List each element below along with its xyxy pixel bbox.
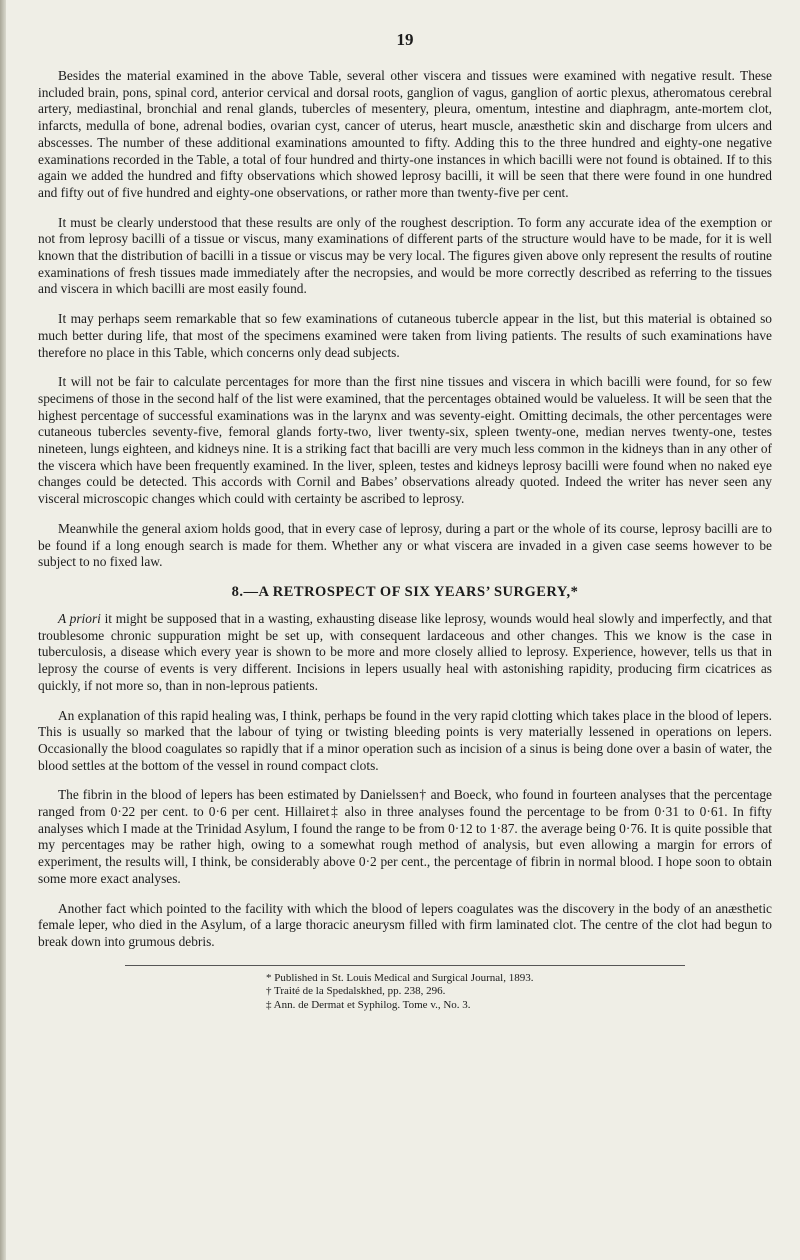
section-intro-paragraph <box>38 611 772 695</box>
book-page <box>38 30 772 1012</box>
section-intro-text: it might be supposed that in a wasting, exhausting disease like leprosy, wounds would heal slowly and imperfectly, and that troublesome chronic suppuration might be set up, with consequent lardaceous and other changes. This we know is the case in tuberculosis, a disease which every year is shown to be more and more closely allied to leprosy. Experience, however, tells us that in leprosy the course of events is very different. Incisions in lepers usually heal with astonishing rapidity, producing firm cicatrices as quickly, if not more so, than in non-leprous patients. <box>38 610 772 693</box>
footnote-divider <box>125 965 685 966</box>
a-priori-italic: A priori <box>58 610 101 626</box>
paragraph-3: It may perhaps seem remarkable that so few examinations of cutaneous tubercle appear in the list, but this material is obtained so much better during life, that most of the specimens examined were taken from living patients. The results of such examinations have therefore no place in this Table, which concerns only dead subjects. <box>38 311 772 360</box>
paragraph-4: It will not be fair to calculate percentages for more than the first nine tissues and viscera in which bacilli were found, for so few specimens of those in the second half of the list were examined, that the percentages obtained would be valueless. It will be seen that the highest percentage of successful examinations was in the larynx and was seventy-eight. Omitting decimals, the other percentages were cutaneous tubercles seventy-five, femoral glands forty-two, liver twenty-six, spleen twenty-one, median nerves twenty-one, testes nineteen, lungs eighteen, and kidneys nine. It is a striking fact that bacilli are very much less common in the kidneys than in any other of the viscera which have been frequently examined. In the liver, spleen, testes and kidneys leprosy bacilli were found when no naked eye changes could be detected. This accords with Cornil and Babes’ observations already quoted. Indeed the writer has never seen any visceral microscopic changes which could with certainty be ascribed to leprosy. <box>38 374 772 507</box>
footnote-2: † Traité de la Spedalskhed, pp. 238, 296. <box>266 985 446 998</box>
section-paragraph-2: An explanation of this rapid healing was, I think, perhaps be found in the very rapid clotting which takes place in the blood of lepers. This is usually so marked that the labour of tying or twisting bleeding points is very materially lessened in operations on lepers. Occasionally the blood coagulates so rapidly that if a minor operation such as incision of a sinus is being done over a basin of water, the blood settles at the bottom of the vessel in round compact clots. <box>38 707 772 773</box>
paragraph-2: It must be clearly understood that these results are only of the roughest description. To form any accurate idea of the exemption or not from leprosy bacilli of a tissue or viscus, many examinations of different parts of the structure would have to be made, for it is well known that the distribution of bacilli in a tissue or viscus may be very local. The figures given above only represent the results of routine examinations of fresh tissues made immediately after the necropsies, and would be more correctly described as referring to the tissues and viscera in which bacilli are most easily found. <box>38 214 772 297</box>
section-heading: 8.—A RETROSPECT OF SIX YEARS’ SURGERY,* <box>231 583 579 600</box>
page-number: 19 <box>396 30 414 49</box>
page-gutter-shadow <box>0 0 6 1260</box>
section-paragraph-3: The fibrin in the blood of lepers has been estimated by Danielssen† and Boeck, who found in fourteen analyses that the percentage ranged from 0·22 per cent. to 0·6 per cent. Hillairet‡ also in three analyses found the percentage to be from 0·31 to 0·61. In fifty analyses which I made at the Trinidad Asylum, I found the range to be from 0·12 to 1·87. the average being 0·76. It is quite possible that my percentages may be rather high, owing to a somewhat rough method of analysis, but even allowing a margin for errors of experiment, the results will, I think, be considerably above 0·2 per cent., the percentage of fibrin in normal blood. I hope soon to obtain some more exact analyses. <box>38 787 772 886</box>
footnote-3: ‡ Ann. de Dermat et Syphilog. Tome v., No. 3. <box>266 998 471 1011</box>
footnote-1: * Published in St. Louis Medical and Surgical Journal, 1893. <box>266 971 534 984</box>
section-paragraph-4: Another fact which pointed to the facility with which the blood of lepers coagulates was the discovery in the body of an anæsthetic female leper, who died in the Asylum, of a large thoracic aneurysm filled with firm laminated clot. The centre of the clot had begun to break down into grumous debris. <box>38 900 772 949</box>
paragraph-1: Besides the material examined in the above Table, several other viscera and tissues were examined with negative result. These included brain, pons, spinal cord, anterior cervical and dorsal roots, ganglion of vagus, ganglion of aortic plexus, atheromatous cerebral artery, mediastinal, bronchial and renal glands, tubercles of mesentery, pleura, omentum, intestine and diaphragm, ante-mortem clot, infarcts, medulla of bone, adrenal bodies, ovarian cyst, cancer of uterus, heart muscle, anæsthetic skin and discharge from ulcers and abscesses. The number of these additional examinations amounted to fifty. Adding this to the three hundred and eighty-one negative examinations recorded in the Table, a total of four hundred and thirty-one instances in which bacilli were not found is obtained. If to this again we added the hundred and fifty observations which showed leprosy bacilli, it will be seen that there were found in one hundred and fifty out of five hundred and eighty-one observations, or rather more than twenty-five per cent. <box>38 68 772 200</box>
footnotes <box>266 972 772 1013</box>
paragraph-5: Meanwhile the general axiom holds good, that in every case of leprosy, during a part or the whole of its course, leprosy bacilli are to be found if a long enough search is made for them. Whether any or what viscera are invaded in a given case seems however to be subject to no fixed law. <box>38 520 772 570</box>
